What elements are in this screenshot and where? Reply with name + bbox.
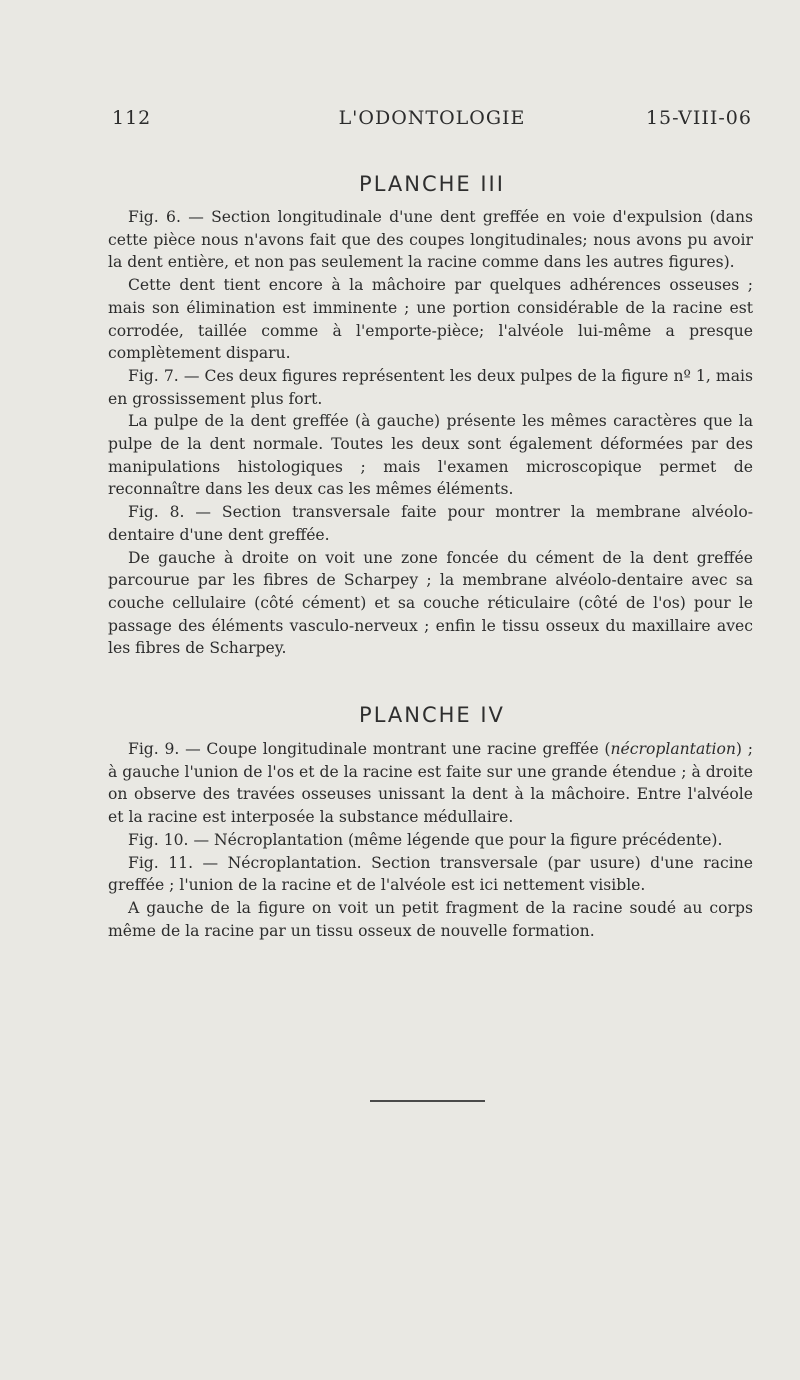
fig-7-continuation-paragraph: La pulpe de la dent greffée (à gauche) présente les mêmes caractères que la pulpe de la dent normale. Toutes les deux sont également déformées par des manipulations histologiques ; mais l'examen microscopique permet de reconnaître dans les deux cas les mêmes éléments.	[108, 412, 753, 499]
issue-date: 15-VIII-06	[645, 107, 752, 129]
page-header	[112, 107, 752, 131]
page-number: 112	[112, 107, 152, 129]
fig-8-continuation-paragraph: De gauche à droite on voit une zone foncée du cément de la dent greffée parcourue par les fibres de Scharpey ; la membrane alvéolo-dentaire avec sa couche cellulaire (côté cément) et sa couche réticulaire (côté de l'os) pour le passage des éléments vasculo-nerveux ; enfin le tissu osseux du maxillaire avec les fibres de Scharpey.	[108, 548, 753, 658]
fig-8-paragraph: Fig. 8. — Section transversale faite pour montrer la membrane alvéolo-dentaire d'une dent greffée.	[108, 503, 753, 544]
fig-11-paragraph: Fig. 11. — Nécroplantation. Section transversale (par usure) d'une racine greffée ; l'union de la racine et de l'alvéole est ici nettement visible.	[108, 853, 753, 895]
fig-6-paragraph: Fig. 6. — Section longitudinale d'une dent greffée en voie d'expulsion (dans cette pièce nous n'avons fait que des coupes longitudinales; nous avons pu avoir la dent entière, et non pas seulement la racine comme dans les autres figures).	[108, 208, 753, 272]
plate-4-legend	[108, 738, 753, 942]
fig-6-continuation-paragraph: Cette dent tient encore à la mâchoire par quelques adhérences osseuses ; mais son élimination est imminente ; une portion considérable de la racine est corrodée, taillée comme à l'emporte-pièce; l'alvéole lui-même a presque complètement disparu.	[108, 276, 753, 363]
fig-10-paragraph: Fig. 10. — Nécroplantation (même légende que pour la figure précédente).	[128, 830, 723, 849]
fig-9-text-end: ) ; à gauche l'union de l'os et de la racine est faite sur une grande étendue ; à droite on observe des travées osseuses unissant la dent à la mâchoire. Entre l'alvéole et la racine est interposée la substance médullaire.	[108, 740, 754, 827]
fig-9-italic-term: nécroplantation	[610, 740, 736, 758]
fig-9-paragraph	[108, 738, 753, 829]
fig-7-paragraph: Fig. 7. — Ces deux figures représentent les deux pulpes de la figure nº 1, mais en grossissement plus fort.	[108, 366, 753, 408]
plate-3-legend	[108, 206, 753, 660]
fig-11-continuation-paragraph: A gauche de la figure on voit un petit fragment de la racine soudé au corps même de la racine par un tissu osseux de nouvelle formation.	[108, 898, 753, 940]
running-title: L'ODONTOLOGIE	[338, 107, 526, 129]
plate-3-title: PLANCHE III	[359, 172, 505, 196]
end-rule	[370, 1100, 485, 1102]
fig-9-text-start: Fig. 9. — Coupe longitudinale montrant une racine greffée (	[128, 740, 611, 758]
plate-4-title: PLANCHE IV	[359, 703, 505, 727]
